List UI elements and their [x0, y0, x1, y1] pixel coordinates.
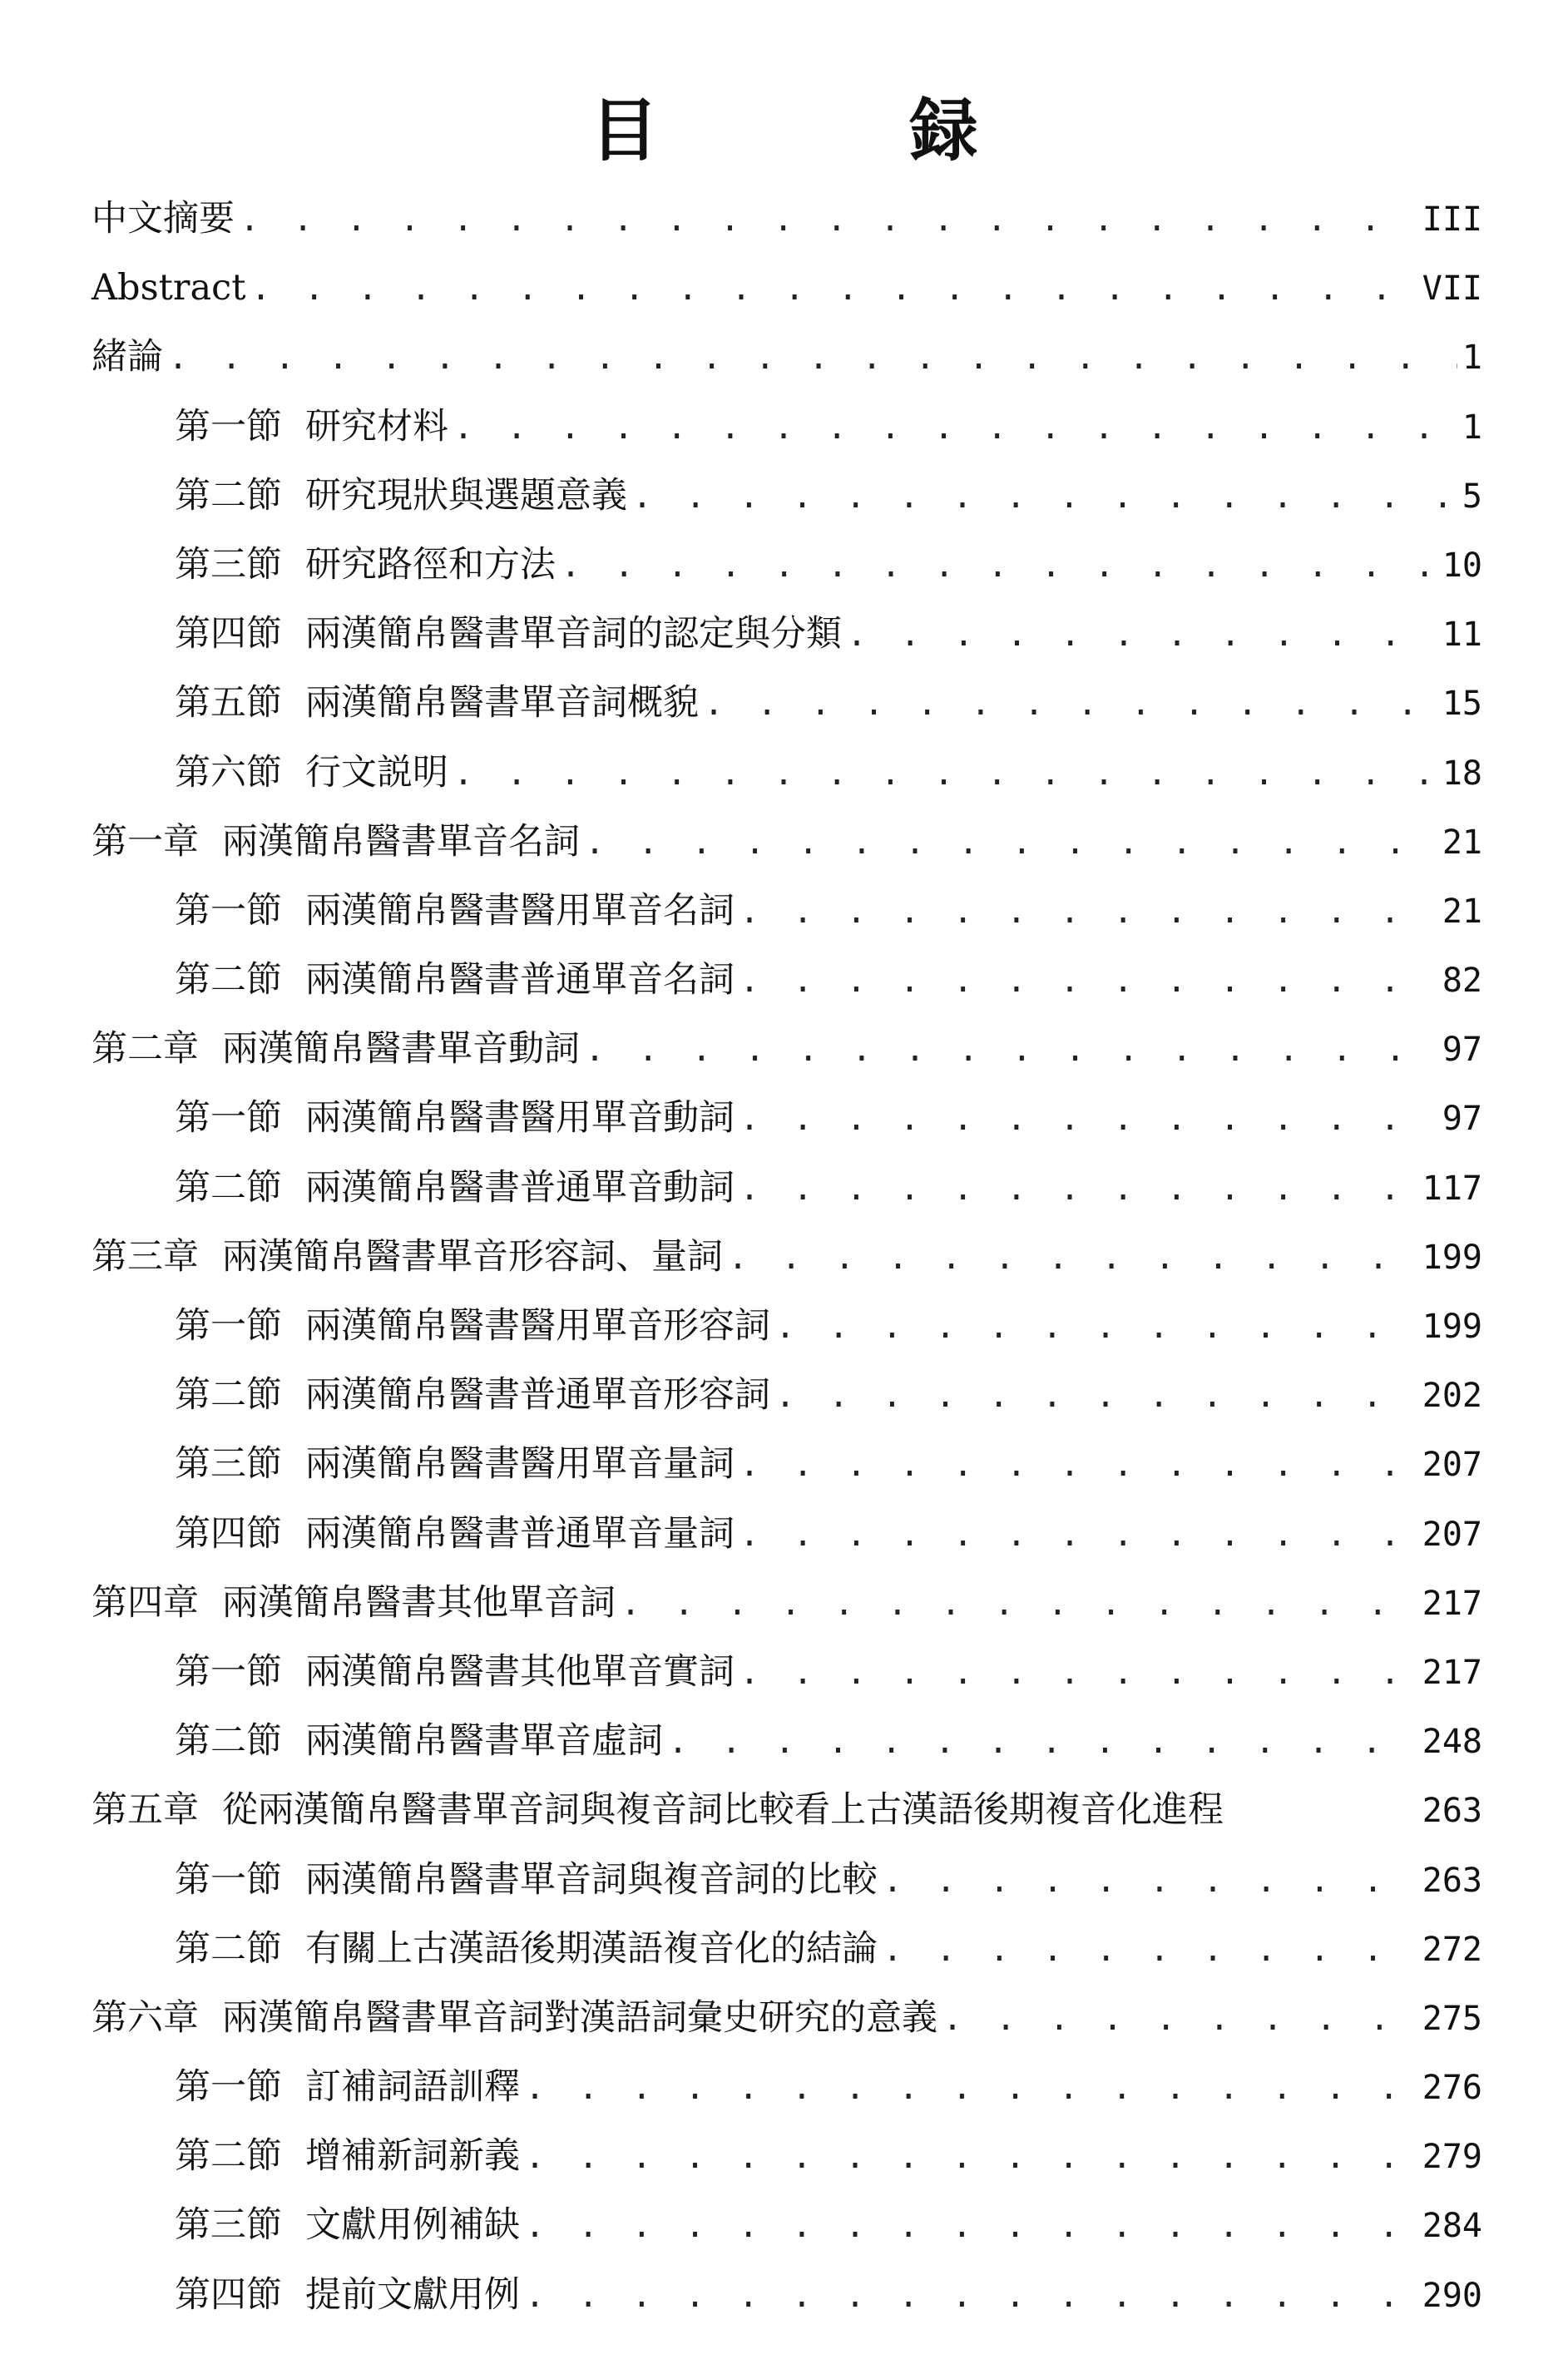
toc-entry-label: [92, 1223, 723, 1292]
dot-leader: [561, 532, 1437, 601]
toc-entry-label: [175, 1361, 770, 1430]
toc-section-entry[interactable]: [92, 462, 1482, 531]
toc-page-number: 248: [1422, 1723, 1482, 1762]
toc-page-number: 284: [1422, 2207, 1482, 2246]
dot-leader: [883, 1916, 1417, 1985]
toc-section-entry[interactable]: [92, 1707, 1482, 1776]
toc-page-number: 5: [1462, 477, 1482, 516]
toc-section-entry[interactable]: [92, 2122, 1482, 2191]
toc-page-number: 82: [1442, 962, 1482, 1001]
toc-entry-title: 提前文獻用例: [305, 2273, 520, 2316]
toc-page-number: 217: [1422, 1584, 1482, 1623]
toc-entry-title: 兩漢簡帛醫書其他單音詞: [222, 1581, 616, 1624]
toc-entry-label: [175, 1292, 770, 1361]
toc-entry-number: 第二節: [175, 1374, 282, 1417]
toc-entry-label: [175, 1915, 878, 1984]
toc-page-number: 18: [1442, 754, 1482, 793]
toc-entry-title: 從兩漢簡帛醫書單音詞與複音詞比較看上古漢語後期複音化進程: [222, 1789, 1224, 1832]
dot-leader: [739, 1501, 1417, 1570]
toc-page-number: 117: [1422, 1169, 1482, 1208]
toc-entry-label: [92, 323, 163, 392]
toc-page-number: 263: [1422, 1792, 1482, 1831]
dot-leader: [668, 1708, 1417, 1777]
toc-entry-number: 第二節: [175, 1927, 282, 1970]
toc-entry-number: 第三節: [175, 1443, 282, 1486]
toc-chapter-entry[interactable]: [92, 185, 1482, 254]
dot-leader: [847, 601, 1437, 670]
toc-entry-title: 兩漢簡帛醫書單音詞對漢語詞彙史研究的意義: [222, 1996, 937, 2039]
toc-page-number: 11: [1442, 616, 1482, 655]
toc-entry-number: 第二節: [175, 959, 282, 1001]
toc-entry-number: 第一節: [175, 1305, 282, 1347]
dot-leader: [775, 1293, 1417, 1362]
toc-entry-number: 第二節: [175, 2135, 282, 2178]
toc-entry-number: 第四章: [92, 1581, 199, 1624]
toc-entry-label: [175, 1154, 735, 1223]
toc-entry-label: [175, 1707, 663, 1776]
dot-leader: [739, 1155, 1417, 1224]
toc-entry-number: 第六章: [92, 1996, 199, 2039]
toc-chapter-entry[interactable]: [92, 808, 1482, 877]
table-of-contents: [92, 185, 1482, 2330]
toc-entry-label: [175, 669, 699, 738]
toc-entry-label: [175, 2122, 520, 2191]
toc-entry-number: 第五節: [175, 682, 282, 725]
toc-entry-label: [175, 1846, 878, 1915]
toc-entry-title: 有關上古漢語後期漢語複音化的結論: [305, 1927, 878, 1970]
toc-section-entry[interactable]: [92, 1915, 1482, 1984]
toc-entry-title: 文獻用例補缺: [305, 2204, 520, 2247]
toc-entry-title: 兩漢簡帛醫書單音虛詞: [305, 1720, 663, 1763]
dot-leader: [942, 1985, 1417, 2054]
dot-leader: [883, 1847, 1417, 1916]
dot-leader: [585, 809, 1437, 878]
toc-section-entry[interactable]: [92, 1154, 1482, 1223]
toc-section-entry[interactable]: [92, 1430, 1482, 1499]
toc-entry-label: [92, 1015, 580, 1084]
toc-page-number: 1: [1462, 339, 1482, 378]
toc-entry-number: 第二節: [175, 1166, 282, 1209]
toc-page-number: 21: [1442, 823, 1482, 862]
toc-entry-number: 第一節: [175, 405, 282, 448]
toc-page-number: 199: [1422, 1238, 1482, 1277]
toc-entry-title: 兩漢簡帛醫書單音形容詞、量詞: [222, 1235, 723, 1278]
toc-section-entry[interactable]: [92, 2053, 1482, 2122]
toc-section-entry[interactable]: [92, 531, 1482, 600]
dot-leader: [525, 2123, 1417, 2192]
toc-entry-label: [175, 739, 448, 808]
toc-page-number: VII: [1422, 270, 1482, 309]
toc-chapter-entry[interactable]: [92, 323, 1482, 392]
toc-entry-number: 第一節: [175, 1097, 282, 1140]
toc-chapter-entry[interactable]: [92, 1223, 1482, 1292]
toc-page-number: 97: [1442, 1031, 1482, 1070]
toc-entry-title: 兩漢簡帛醫書普通單音動詞: [305, 1166, 735, 1209]
toc-chapter-entry[interactable]: [92, 254, 1482, 323]
toc-entry-title: 訂補詞語訓釋: [305, 2066, 520, 2109]
toc-section-entry[interactable]: [92, 1638, 1482, 1707]
toc-entry-label: [175, 877, 735, 946]
toc-entry-number: 第二節: [175, 474, 282, 517]
toc-section-entry[interactable]: [92, 2191, 1482, 2260]
toc-page-number: 290: [1422, 2276, 1482, 2315]
toc-page-number: 207: [1422, 1515, 1482, 1554]
toc-entry-label: [175, 946, 735, 1015]
dot-leader: [739, 1639, 1417, 1708]
dot-leader: [585, 1016, 1437, 1085]
dot-leader: [775, 1362, 1417, 1431]
toc-entry-number: 第一節: [175, 2066, 282, 2109]
toc-entry-title: 兩漢簡帛醫書普通單音量詞: [305, 1512, 735, 1555]
toc-page-number: 279: [1422, 2138, 1482, 2177]
toc-page-number: 272: [1422, 1930, 1482, 1969]
toc-entry-number: 第一節: [175, 1650, 282, 1693]
toc-page-number: 202: [1422, 1377, 1482, 1416]
toc-section-entry[interactable]: [92, 946, 1482, 1015]
dot-leader: [240, 185, 1417, 255]
toc-entry-title: 兩漢簡帛醫書醫用單音量詞: [305, 1443, 735, 1486]
toc-entry-number: 第一節: [175, 1858, 282, 1901]
toc-entry-number: 第四節: [175, 1512, 282, 1555]
toc-entry-title: 中文摘要: [92, 198, 235, 240]
toc-section-entry[interactable]: [92, 1500, 1482, 1569]
toc-entry-title: 兩漢簡帛醫書單音名詞: [222, 820, 580, 863]
toc-entry-label: [175, 2053, 520, 2122]
dot-leader: [632, 462, 1457, 532]
toc-section-entry[interactable]: [92, 877, 1482, 946]
toc-page-number: 263: [1422, 1861, 1482, 1900]
toc-page-number: 10: [1442, 546, 1482, 585]
toc-entry-title: 兩漢簡帛醫書醫用單音形容詞: [305, 1305, 770, 1347]
toc-entry-title: Abstract: [92, 267, 246, 309]
dot-leader: [250, 255, 1417, 324]
toc-entry-number: 第二章: [92, 1028, 199, 1071]
toc-entry-label: [175, 462, 627, 531]
toc-page-number: 207: [1422, 1446, 1482, 1485]
toc-page-number: 199: [1422, 1308, 1482, 1346]
dot-leader: [728, 1224, 1417, 1293]
toc-entry-number: 第六節: [175, 751, 282, 794]
toc-entry-title: 兩漢簡帛醫書普通單音名詞: [305, 959, 735, 1001]
toc-section-entry[interactable]: [92, 600, 1482, 669]
dot-leader: [453, 739, 1437, 809]
toc-entry-title: 行文説明: [305, 751, 448, 794]
toc-entry-title: 增補新詞新義: [305, 2135, 520, 2178]
toc-entry-title: 兩漢簡帛醫書醫用單音動詞: [305, 1097, 735, 1140]
toc-entry-label: [175, 1084, 735, 1153]
toc-entry-title: 兩漢簡帛醫書單音詞的認定與分類: [305, 613, 842, 655]
toc-entry-number: 第一章: [92, 820, 199, 863]
toc-page-number: 21: [1442, 892, 1482, 931]
toc-entry-title: 緒論: [92, 336, 163, 378]
toc-page-number: 276: [1422, 2069, 1482, 2108]
dot-leader: [453, 393, 1457, 462]
toc-page-number: 275: [1422, 1999, 1482, 2038]
dot-leader: [621, 1570, 1417, 1639]
dot-leader: [525, 2054, 1417, 2123]
toc-entry-number: 第三節: [175, 543, 282, 586]
toc-entry-number: 第三節: [175, 2204, 282, 2247]
toc-page-number: 1: [1462, 408, 1482, 447]
toc-entry-label: [92, 808, 580, 877]
toc-entry-title: 兩漢簡帛醫書其他單音實詞: [305, 1650, 735, 1693]
toc-section-entry[interactable]: [92, 393, 1482, 462]
toc-entry-label: [175, 531, 556, 600]
toc-entry-label: [175, 1638, 735, 1707]
toc-entry-number: 第五章: [92, 1789, 199, 1832]
toc-entry-label: [175, 393, 448, 462]
dot-leader: [739, 1431, 1417, 1500]
toc-entry-title: 兩漢簡帛醫書單音動詞: [222, 1028, 580, 1071]
toc-entry-title: 兩漢簡帛醫書單音詞概貌: [305, 682, 699, 725]
toc-section-entry[interactable]: [92, 2261, 1482, 2330]
dot-leader: [739, 878, 1437, 947]
toc-section-entry[interactable]: [92, 669, 1482, 738]
toc-entry-title: 研究路徑和方法: [305, 543, 556, 586]
toc-entry-label: [92, 1569, 616, 1638]
dot-leader: [525, 2192, 1417, 2261]
toc-entry-label: [92, 254, 245, 323]
toc-section-entry[interactable]: [92, 1084, 1482, 1153]
toc-chapter-entry[interactable]: [92, 1569, 1482, 1638]
toc-entry-title: 兩漢簡帛醫書普通單音形容詞: [305, 1374, 770, 1417]
toc-entry-label: [175, 1430, 735, 1499]
toc-entry-title: 研究現狀與選題意義: [305, 474, 627, 517]
toc-chapter-entry[interactable]: [92, 1015, 1482, 1084]
toc-entry-number: 第四節: [175, 613, 282, 655]
toc-entry-label: [175, 2261, 520, 2330]
toc-entry-title: 研究材料: [305, 405, 448, 448]
toc-page-number: III: [1422, 200, 1482, 239]
toc-entry-title: 兩漢簡帛醫書單音詞與複音詞的比較: [305, 1858, 878, 1901]
toc-entry-label: [92, 185, 235, 254]
toc-entry-title: 兩漢簡帛醫書醫用單音名詞: [305, 889, 735, 932]
toc-section-entry[interactable]: [92, 1361, 1482, 1430]
toc-entry-number: 第四節: [175, 2273, 282, 2316]
toc-entry-number: 第一節: [175, 889, 282, 932]
dot-leader: [525, 2262, 1417, 2331]
toc-chapter-entry[interactable]: [92, 1776, 1482, 1845]
toc-entry-label: [92, 1984, 937, 2053]
dot-leader: [168, 324, 1457, 393]
toc-section-entry[interactable]: [92, 739, 1482, 808]
toc-page-number: 97: [1442, 1100, 1482, 1139]
toc-entry-label: [92, 1776, 1224, 1845]
toc-entry-label: [175, 2191, 520, 2260]
toc-entry-number: 第三章: [92, 1235, 199, 1278]
dot-leader: [739, 947, 1437, 1016]
toc-chapter-entry[interactable]: [92, 1984, 1482, 2053]
dot-leader: [704, 670, 1437, 739]
toc-section-entry[interactable]: [92, 1292, 1482, 1361]
page-title: 目 録: [590, 91, 1070, 171]
toc-entry-label: [175, 1500, 735, 1569]
toc-entry-number: 第二節: [175, 1720, 282, 1763]
dot-leader: [739, 1085, 1437, 1154]
toc-page-number: 15: [1442, 685, 1482, 724]
toc-entry-label: [175, 600, 842, 669]
toc-page-number: 217: [1422, 1653, 1482, 1692]
toc-section-entry[interactable]: [92, 1846, 1482, 1915]
